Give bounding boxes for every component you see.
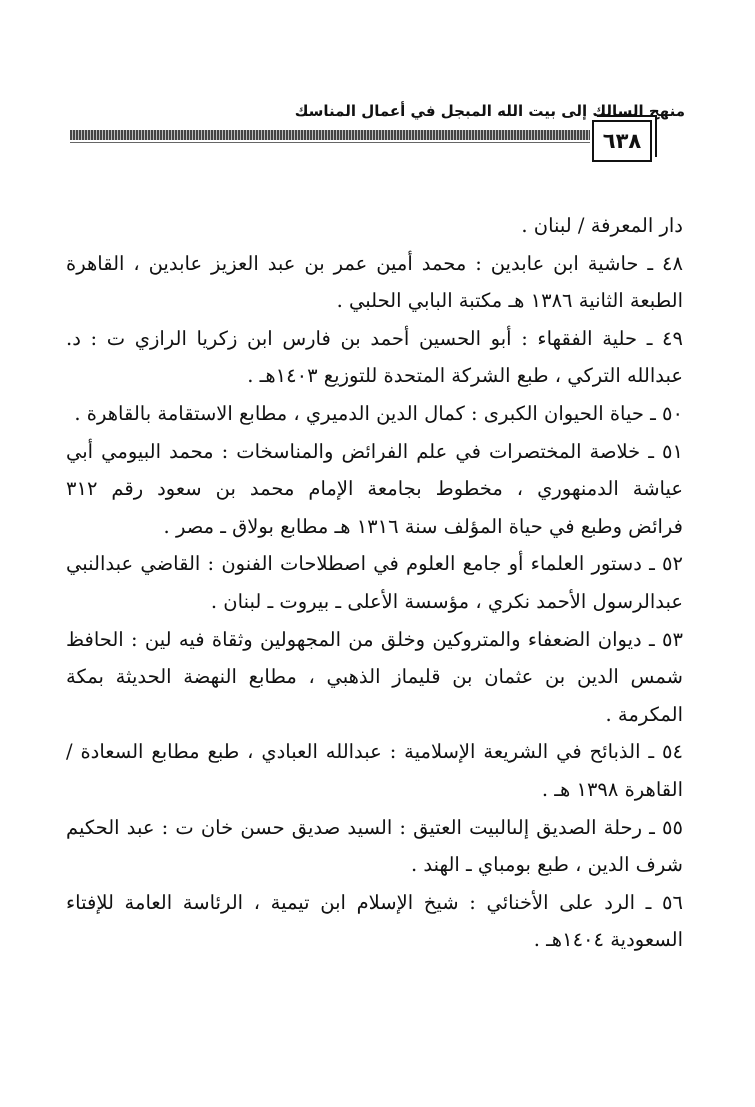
entry-50-line-1: ٥٠ ـ حياة الحيوان الكبرى : كمال الدين الدميري ، مطابع الاستقامة بالقاهرة .: [74, 401, 683, 425]
entry-52-line-1: ٥٢ ـ دستور العلماء أو جامع العلوم في اصطلاحات الفنون : القاضي عبدالنبي: [66, 552, 683, 576]
header-rule: [70, 130, 590, 140]
page-number: ٦٣٨: [592, 120, 652, 162]
text-line: دار المعرفة / لبنان .: [521, 214, 683, 237]
entry-55-line-1: ٥٥ ـ رحلة الصديق إلىالبيت العتيق : السيد صديق حسن خان ت : عبد الحكيم: [66, 815, 683, 839]
entry-53-line-2: شمس الدين بن عثمان بن قليماز الذهبي ، مطابع النهضة الحديثة بمكة: [66, 665, 683, 689]
bibliography-list: [66, 207, 683, 959]
entry-53-line-3: المكرمة .: [605, 702, 683, 726]
entry-48-line-2: الطبعة الثانية ١٣٨٦ هـ مكتبة البابي الحلبي .: [336, 289, 683, 313]
entry-56-line-2: السعودية ١٤٠٤هـ .: [533, 928, 683, 952]
entry-51-line-3: فرائض وطبع في حياة المؤلف سنة ١٣١٦ هـ مطابع بولاق ـ مصر .: [163, 514, 683, 538]
entry-52-line-2: عبدالرسول الأحمد نكري ، مؤسسة الأعلى ـ بيروت ـ لبنان .: [210, 589, 683, 613]
entry-56-line-1: ٥٦ ـ الرد على الأخنائي : شيخ الإسلام ابن تيمية ، الرئاسة العامة للإفتاء: [66, 890, 683, 914]
entry-53-line-1: ٥٣ ـ ديوان الضعفاء والمتروكين وخلق من المجهولين وثقاة فيه لين : الحافظ: [66, 627, 683, 651]
entry-55-line-2: شرف الدين ، طبع بومباي ـ الهند .: [410, 853, 683, 877]
entry-51-line-1: ٥١ ـ خلاصة المختصرات في علم الفرائض والمناسخات : محمد البيومي أبي: [66, 439, 683, 463]
entry-48-line-1: ٤٨ ـ حاشية ابن عابدين : محمد أمين عمر بن عبد العزيز عابدين ، القاهرة: [66, 251, 683, 275]
running-header-title: منهج السالك إلى بيت الله المبجل في أعمال المناسك: [294, 102, 685, 120]
entry-49-line-1: ٤٩ ـ حلية الفقهاء : أبو الحسين أحمد بن فارس ابن زكريا الرازي ت : د.: [66, 326, 683, 350]
entry-54-line-2: القاهرة ١٣٩٨ هـ .: [541, 777, 683, 801]
entry-54-line-1: ٥٤ ـ الذبائح في الشريعة الإسلامية : عبدالله العبادي ، طبع مطابع السعادة /: [66, 740, 683, 764]
entry-49-line-2: عبدالله التركي ، طبع الشركة المتحدة للتوزيع ١٤٠٣هـ .: [247, 364, 683, 388]
entry-51-line-2: عياشة الدمنهوري ، مخطوط بجامعة الإمام محمد بن سعود رقم ٣١٢: [66, 477, 683, 501]
